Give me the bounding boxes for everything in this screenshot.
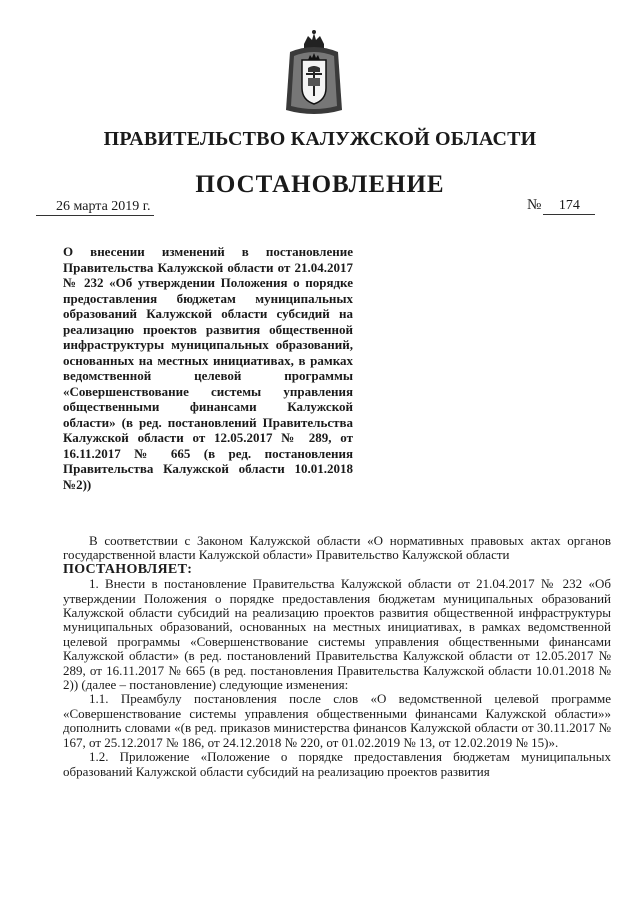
document-number: [527, 197, 595, 215]
number-value: 174: [543, 197, 595, 215]
paragraph-1-2: 1.2. Приложение «Положение о порядке предоставления бюджетам муниципальных образований Калужской области субсидий на реализацию проектов развития: [63, 749, 611, 779]
document-date: 26 марта 2019 г.: [36, 199, 154, 216]
paragraph-1-1: 1.1. Преамбулу постановления после слов «О ведомственной целевой программе «Совершенствование системы управления общественными финансами Калужской области»» дополнить словами «(в ред. приказов министерства финансов Калужской области от 30.11.2017 № 167, от 25.12.2017 № 186, от 24.12.2018 № 220, от 01.02.2019 № 13, от 12.02.2019 № 15)».: [63, 691, 611, 750]
number-label: №: [527, 197, 542, 213]
decree-heading: ПОСТАНОВЛЯЕТ:: [63, 561, 193, 577]
intro-paragraph: В соответствии с Законом Калужской области «О нормативных правовых актах органов государственной власти Калужской области» Правительство Калужской области: [63, 533, 611, 563]
document-body: [63, 534, 611, 779]
paragraph-1: 1. Внести в постановление Правительства Калужской области от 21.04.2017 № 232 «Об утверждении Положения о порядке предоставления бюджетам муниципальных образований Калужской области субсидий на реализацию проектов развития общественной инфраструктуры муниципальных образований, основанных на местных инициативах, в рамках ведомственной целевой программы «Совершенствование системы управления общественными финансами Калужской области» (в ред. постановлений Правительства Калужской области от 12.05.2017 № 289, от 16.11.2017 № 665 (в ред. постановления Правительства Калужской области 10.01.2018 № 2)) (далее – постановление) следующие изменения:: [63, 576, 611, 693]
document-subject: О внесении изменений в постановление Правительства Калужской области от 21.04.2017 № 232 «Об утверждении Положения о порядке предоставления бюджетам муниципальных образований Калужской области субсидий на реализацию проектов развития общественной инфраструктуры муниципальных образований, основанных на местных инициативах, в рамках ведомственной целевой программы «Совершенствование системы управления общественными финансами Калужской области» (в ред. постановлений Правительства Калужской области от 12.05.2017 № 289, от 16.11.2017 № 665 (в ред. постановления Правительства Калужской области 10.01.2018 №2)): [63, 244, 353, 492]
government-title: ПРАВИТЕЛЬСТВО КАЛУЖСКОЙ ОБЛАСТИ: [103, 128, 537, 150]
document-type: ПОСТАНОВЛЕНИЕ: [195, 171, 445, 198]
coat-of-arms-icon: [284, 30, 344, 118]
